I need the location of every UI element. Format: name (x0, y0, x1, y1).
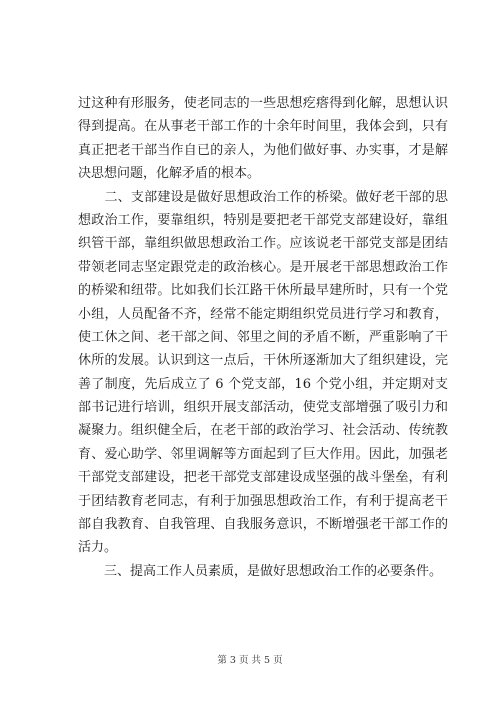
text-line: 的桥梁和纽带。比如我们长江路干休所最早建所时，只有一个党 (78, 283, 448, 299)
text-line: 过这种有形服务，使老同志的一些思想疙瘩得到化解，思想认识 (78, 96, 448, 111)
text-line: 二、支部建设是做好思想政治工作的桥梁。做好老干部的思 (78, 189, 448, 205)
text-line: 三、提高工作人员素质，是做好思想政治工作的必要条件。 (78, 563, 443, 579)
page-footer: 第 3 页 共 5 页 (217, 655, 283, 666)
text-line: 织管干部，靠组织做思想政治工作。应该说老干部党支部是团结 (78, 236, 448, 252)
text-line: 凝聚力。组织健全后，在老干部的政治学习、社会活动、传统教 (78, 423, 448, 439)
text-line: 善了制度，先后成立了 6 个党支部，16 个党小组，并定期对支 (78, 376, 448, 392)
body-text (78, 92, 448, 583)
text-line: 决思想问题，化解矛盾的根本。 (78, 166, 261, 182)
text-line: 休所的发展。认识到这一点后，干休所逐渐加大了组织建设，完 (78, 353, 448, 369)
text-line: 使工休之间、老干部之间、邻里之间的矛盾不断，严重影响了干 (78, 329, 448, 345)
text-line: 想政治工作，要靠组织，特别是要把老干部党支部建设好，靠组 (78, 212, 448, 228)
text-line: 小组，人员配备不齐，经常不能定期组织党员进行学习和教育， (78, 306, 448, 322)
text-line: 部书记进行培训，组织开展支部活动，使党支部增强了吸引力和 (78, 400, 448, 416)
text-line: 于团结教育老同志，有利于加强思想政治工作，有利于提高老干 (78, 493, 448, 509)
text-line: 干部党支部建设，把老干部党支部建设成坚强的战斗堡垒，有利 (78, 470, 448, 486)
text-line: 部自我教育、自我管理、自我服务意识，不断增强老干部工作的 (78, 517, 448, 533)
text-line: 活力。 (78, 540, 118, 556)
text-line: 得到提高。在从事老干部工作的十余年时间里，我体会到，只有 (78, 119, 448, 135)
text-line: 育、爱心助学、邻里调解等方面起到了巨大作用。因此，加强老 (78, 446, 448, 462)
text-line: 带领老同志坚定跟党走的政治核心。是开展老干部思想政治工作 (78, 259, 448, 275)
text-line: 真正把老干部当作自已的亲人，为他们做好事、办实事，才是解 (78, 142, 448, 158)
